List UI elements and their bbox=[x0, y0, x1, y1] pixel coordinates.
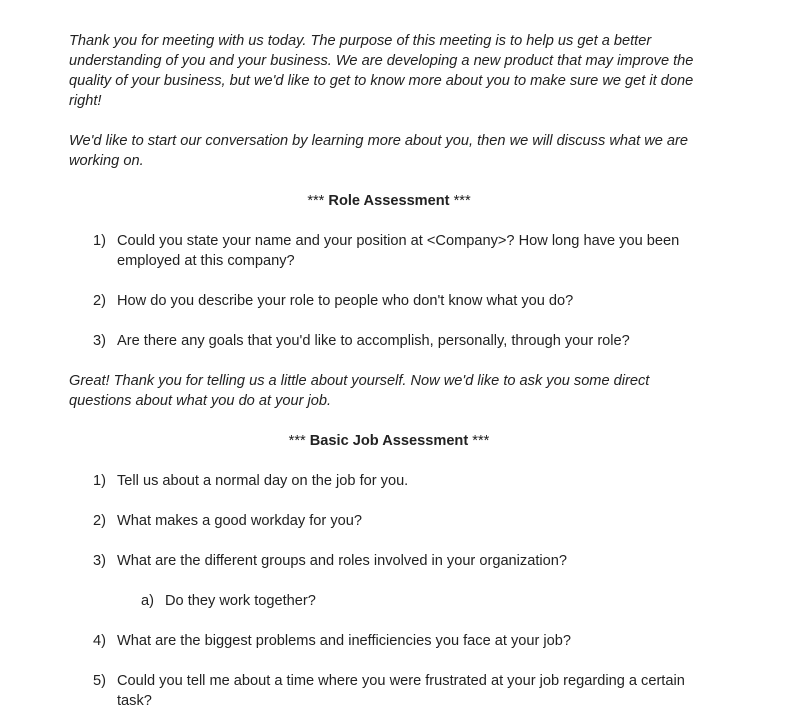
intro-paragraph-2: We'd like to start our conversation by learning more about you, then we will discuss what we are working on. bbox=[69, 133, 689, 169]
heading-stars-left: *** bbox=[288, 433, 306, 449]
question-text: What are the biggest problems and inefficiencies you face at your job? bbox=[117, 633, 572, 649]
intro-paragraph-1: Thank you for meeting with us today. The purpose of this meeting is to help us get a better understanding of you and your business. We are developing a new product that may improve the quality of your business, but we'd like to get to know more about you to make sure we get it done right! bbox=[69, 33, 694, 109]
role-questions-list bbox=[69, 231, 709, 351]
role-assessment-heading bbox=[69, 191, 709, 211]
sub-list-item bbox=[69, 591, 709, 611]
heading-title: Basic Job Assessment bbox=[309, 433, 469, 449]
list-number: 4) bbox=[93, 633, 106, 649]
list-number: 3) bbox=[93, 553, 106, 569]
job-questions-list bbox=[69, 471, 709, 711]
question-text: What makes a good workday for you? bbox=[117, 513, 362, 529]
list-number: 2) bbox=[93, 513, 106, 529]
list-item bbox=[69, 331, 709, 351]
basic-job-assessment-heading bbox=[69, 431, 709, 451]
list-item bbox=[69, 551, 709, 571]
list-number: 1) bbox=[93, 473, 106, 489]
list-item bbox=[69, 631, 709, 651]
list-number: 3) bbox=[93, 333, 106, 349]
list-number: 5) bbox=[93, 673, 106, 689]
list-number: 2) bbox=[93, 293, 106, 309]
heading-stars-left: *** bbox=[307, 193, 325, 209]
document-page bbox=[69, 31, 709, 711]
question-text: Are there any goals that you'd like to accomplish, personally, through your role? bbox=[117, 333, 630, 349]
question-text: Tell us about a normal day on the job for you. bbox=[117, 473, 409, 489]
heading-stars-right: *** bbox=[472, 433, 490, 449]
list-item bbox=[69, 231, 709, 271]
question-text: Could you tell me about a time where you were frustrated at your job regarding a certain task? bbox=[117, 673, 685, 709]
question-text: How do you describe your role to people who don't know what you do? bbox=[117, 293, 574, 309]
question-text: Could you state your name and your position at <Company>? How long have you been employed at this company? bbox=[117, 233, 680, 269]
question-text: What are the different groups and roles involved in your organization? bbox=[117, 553, 567, 569]
list-item bbox=[69, 671, 709, 711]
list-item bbox=[69, 471, 709, 491]
list-letter: a) bbox=[141, 593, 154, 609]
list-number: 1) bbox=[93, 233, 106, 249]
transition-paragraph: Great! Thank you for telling us a little about yourself. Now we'd like to ask you some direct questions about what you do at your job. bbox=[69, 373, 650, 409]
list-item bbox=[69, 511, 709, 531]
question-text: Do they work together? bbox=[165, 593, 316, 609]
heading-stars-right: *** bbox=[453, 193, 471, 209]
heading-title: Role Assessment bbox=[328, 193, 450, 209]
list-item bbox=[69, 291, 709, 311]
